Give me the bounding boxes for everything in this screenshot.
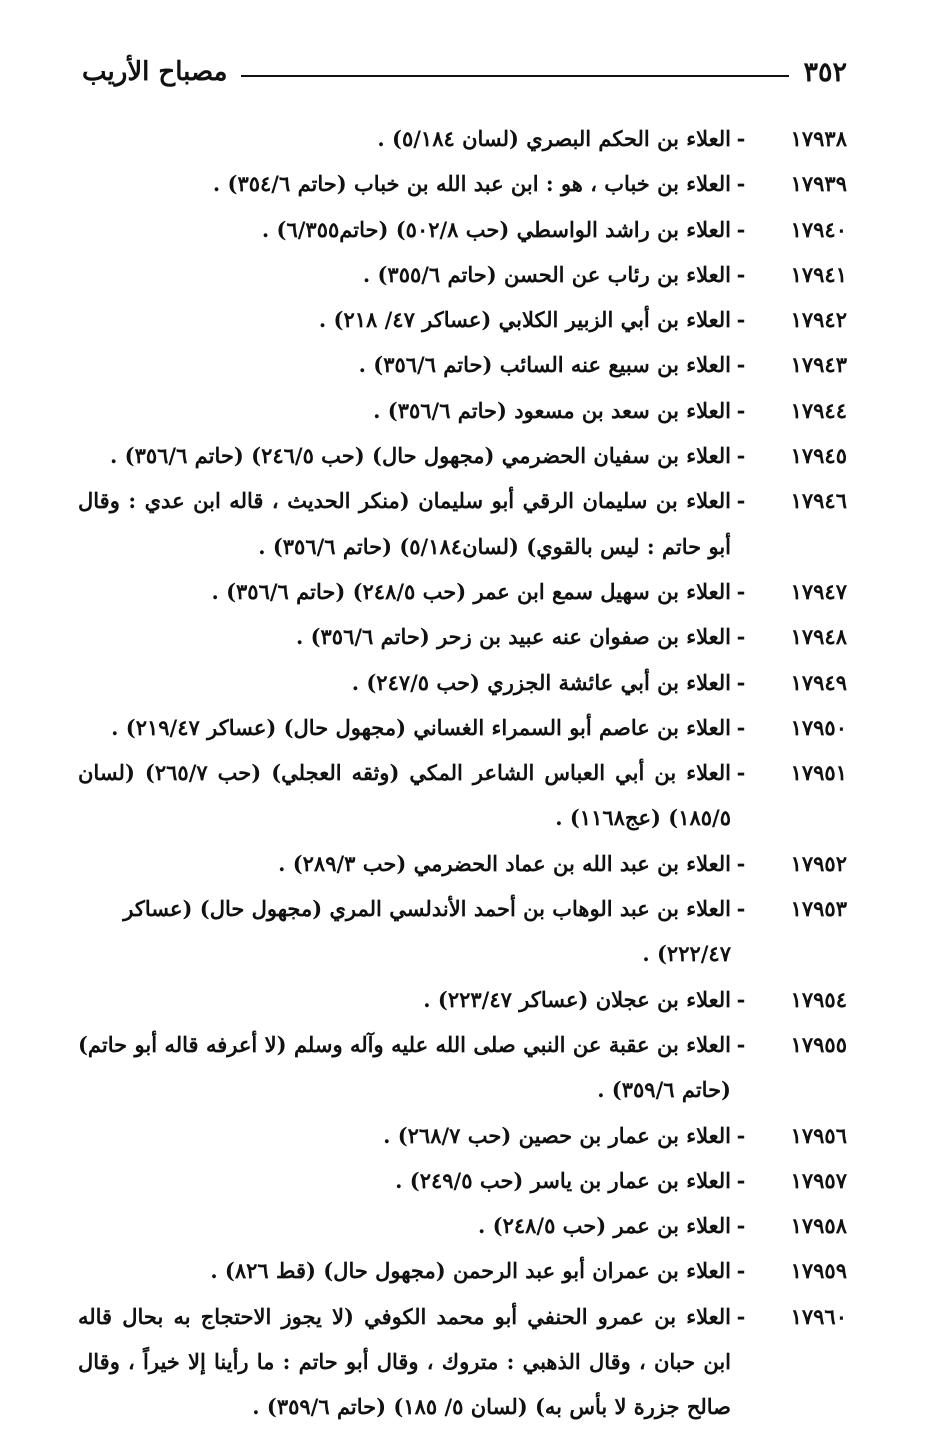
entry-text: العلاء بن سليمان الرقي أبو سليمان (منكر الحديث ، قاله ابن عدي : وقال أبو حاتم : ليس بالقوي) (لسان٥/١٨٤) (حاتم ٣٥٦/٦) . (78, 488, 731, 559)
entry-text: العلاء بن عاصم أبو السمراء الغساني (مجهول حال) (عساكر ٢١٩/٤٧) . (111, 714, 731, 740)
entry-text: العلاء بن سفيان الحضرمي (مجهول حال) (حب ٢٤٦/٥) (حاتم ٣٥٦/٦) . (110, 443, 731, 469)
entry-dash: - (736, 307, 746, 333)
entry-number: ١٧٩٥٥ (790, 1031, 847, 1057)
entry-text: العلاء بن أبي العباس الشاعر المكي (وثقه العجلي) (حب ٢٦٥/٧) (لسان ١٨٥/٥) (عج١١٦٨) . (78, 760, 731, 831)
entry-row (78, 478, 847, 569)
entry-number: ١٧٩٤٥ (790, 443, 847, 469)
entry-dash: - (736, 126, 746, 151)
entry-dash: - (736, 578, 746, 604)
entry-row (78, 342, 847, 387)
entry-number: ١٧٩٥٤ (790, 986, 847, 1012)
entry-text: العلاء بن عجلان (عساكر ٢٢٣/٤٧) . (423, 986, 731, 1012)
entry-row (78, 297, 847, 342)
entry-number: ١٧٩٥١ (790, 760, 847, 786)
entry-dash: - (736, 1303, 746, 1329)
entry-text: العلاء بن عبد الوهاب بن أحمد الأندلسي المري (مجهول حال) (عساكر ٢٢٢/٤٧) . (123, 896, 731, 967)
entry-text: العلاء بن سعد بن مسعود (حاتم ٣٥٦/٦) . (373, 397, 731, 423)
entry-text: العلاء بن أبي عائشة الجزري (حب ٢٤٧/٥) . (351, 669, 731, 695)
entries-list (78, 116, 847, 1430)
entry-dash: - (736, 760, 746, 786)
entry-dash: - (736, 1167, 746, 1193)
entry-row (78, 1294, 847, 1430)
entry-number: ١٧٩٤٠ (790, 216, 847, 242)
entry-number: ١٧٩٥٦ (790, 1122, 847, 1148)
entry-row (78, 705, 847, 750)
entry-row (78, 886, 847, 977)
entry-number: ١٧٩٤٨ (790, 624, 847, 650)
entry-number: ١٧٩٦٠ (790, 1303, 847, 1329)
entry-row (78, 1022, 847, 1113)
entry-number: ١٧٩٣٨ (790, 126, 847, 151)
entry-number: ١٧٩٤٦ (790, 488, 847, 514)
book-title: مصباح الأريب (82, 57, 228, 87)
entry-text: العلاء بن عقبة عن النبي صلى الله عليه وآله وسلم (لا أعرفه قاله أبو حاتم) (حاتم ٣٥٩/٦) . (78, 1031, 731, 1103)
entry-row (78, 252, 847, 297)
entry-text: العلاء بن عمران أبو عبد الرحمن (مجهول حال) (قط ٨٢٦) . (210, 1258, 731, 1284)
entry-row (78, 1203, 847, 1248)
entry-text: العلاء بن أبي الزبير الكلابي (عساكر ٤٧/ ٢١٨) . (318, 307, 731, 333)
entry-row (78, 1113, 847, 1158)
entry-text: العلاء بن عمرو الحنفي أبو محمد الكوفي (لا يجوز الاحتجاج به بحال قاله ابن حبان ، وقال الذهبي : متروك ، وقال أبو حاتم : ما رأينا إلا خيراً ، وقال صالح جزرة لا بأس به) (لسان ٥/ ١٨٥) (حاتم ٣٥٩/٦) . (78, 1303, 731, 1420)
entry-dash: - (736, 669, 746, 695)
entry-number: ١٧٩٤٩ (790, 669, 847, 695)
entry-text: العلاء بن عمار بن حصين (حب ٢٦٨/٧) . (383, 1122, 731, 1148)
page-header (82, 50, 847, 94)
entry-text: العلاء بن سهيل سمع ابن عمر (حب ٢٤٨/٥) (حاتم ٣٥٦/٦) . (211, 578, 731, 604)
entry-dash: - (736, 896, 746, 922)
entry-number: ١٧٩٤٢ (790, 307, 847, 333)
entry-dash: - (736, 488, 746, 514)
entry-number: ١٧٩٤٤ (790, 397, 847, 423)
entry-dash: - (736, 850, 746, 876)
entry-dash: - (736, 397, 746, 423)
entry-dash: - (736, 986, 746, 1012)
entry-row (78, 614, 847, 659)
entry-dash: - (736, 216, 746, 242)
entry-row (78, 750, 847, 841)
entry-dash: - (736, 624, 746, 650)
entry-dash: - (736, 714, 746, 740)
entry-number: ١٧٩٤٣ (790, 352, 847, 378)
entry-dash: - (736, 1122, 746, 1148)
entry-number: ١٧٩٥٠ (790, 714, 847, 740)
entry-row (78, 1158, 847, 1203)
entry-text: العلاء بن عمار بن ياسر (حب ٢٤٩/٥) . (395, 1167, 731, 1193)
entry-dash: - (736, 1031, 746, 1057)
entry-text: العلاء بن صفوان عنه عبيد بن زحر (حاتم ٣٥٦/٦) . (295, 624, 731, 650)
entry-text: العلاء بن سبيع عنه السائب (حاتم ٣٥٦/٦) . (358, 352, 731, 378)
entry-row (78, 841, 847, 886)
entry-text: العلاء بن الحكم البصري (لسان ٥/١٨٤) . (377, 126, 731, 151)
entry-row (78, 660, 847, 705)
entry-dash: - (736, 1213, 746, 1239)
entry-dash: - (736, 1258, 746, 1284)
entry-text: العلاء بن رئاب عن الحسن (حاتم ٣٥٥/٦) . (362, 261, 731, 287)
entry-row (78, 207, 847, 252)
entry-row (78, 388, 847, 433)
entry-dash: - (736, 171, 746, 197)
entry-row (78, 433, 847, 478)
entry-number: ١٧٩٥٩ (790, 1258, 847, 1284)
entry-number: ١٧٩٥٢ (790, 850, 847, 876)
entry-row (78, 569, 847, 614)
entry-text: العلاء بن خباب ، هو : ابن عبد الله بن خباب (حاتم ٣٥٤/٦) . (212, 171, 731, 197)
entry-text: العلاء بن عمر (حب ٢٤٨/٥) . (478, 1213, 731, 1239)
entry-number: ١٧٩٣٩ (790, 171, 847, 197)
entry-row (78, 1248, 847, 1293)
entry-row (78, 116, 847, 161)
header-rule (241, 75, 789, 77)
entry-row (78, 977, 847, 1022)
page-number: ٣٥٢ (803, 56, 847, 88)
entry-dash: - (736, 261, 746, 287)
entry-number: ١٧٩٤١ (790, 261, 847, 287)
entry-dash: - (736, 352, 746, 378)
entry-text: العلاء بن راشد الواسطي (حب ٥٠٢/٨) (حاتم٦/٣٥٥) . (261, 216, 731, 242)
entry-text: العلاء بن عبد الله بن عماد الحضرمي (حب ٢٨٩/٣) . (278, 850, 731, 876)
entry-number: ١٧٩٤٧ (790, 578, 847, 604)
entry-dash: - (736, 443, 746, 469)
entry-number: ١٧٩٥٣ (790, 896, 847, 922)
entry-number: ١٧٩٥٧ (790, 1167, 847, 1193)
entry-row (78, 161, 847, 206)
entry-number: ١٧٩٥٨ (790, 1213, 847, 1239)
